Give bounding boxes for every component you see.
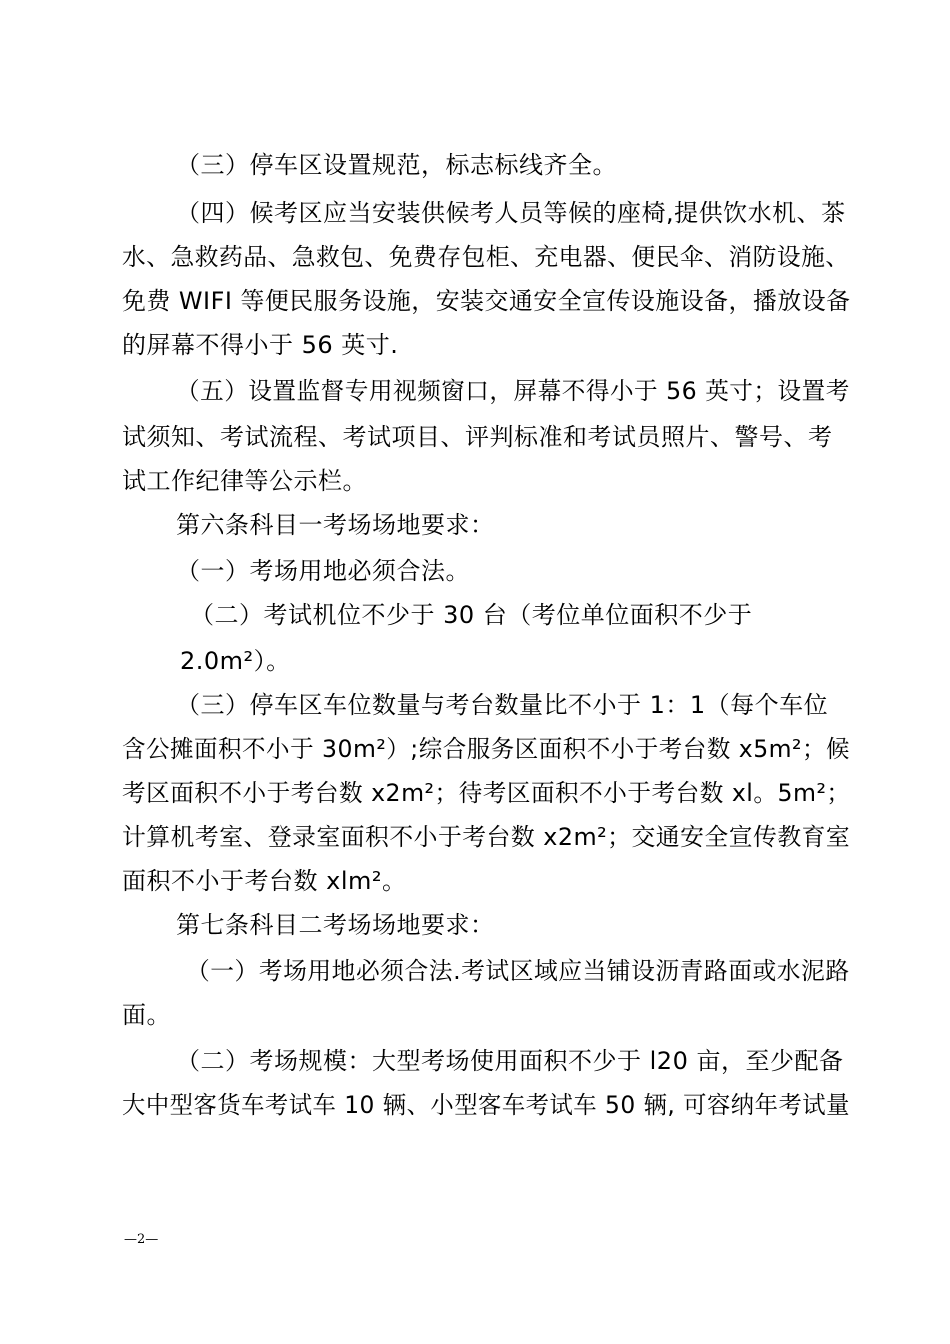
- text-line: 免费 WIFI 等便民服务设施，安装交通安全宣传设施设备，播放设备: [122, 287, 851, 315]
- text-line: 试工作纪律等公示栏。: [122, 467, 367, 495]
- text-line: （五）设置监督专用视频窗口，屏幕不得小于 56 英寸；设置考: [176, 377, 850, 405]
- text-line: （二）考试机位不少于 30 台（考位单位面积不少于: [190, 601, 753, 629]
- text-line: 的屏幕不得小于 56 英寸.: [122, 331, 399, 359]
- text-line: 大中型客货车考试车 10 辆、小型客车考试车 50 辆, 可容纳年考试量: [122, 1091, 850, 1119]
- text-line: （二）考场规模：大型考场使用面积不少于 l20 亩，至少配备: [176, 1047, 844, 1075]
- text-line: 含公摊面积不小于 30m²）;综合服务区面积不小于考台数 x5m²；候: [122, 735, 851, 763]
- text-line: （三）停车区车位数量与考台数量比不小于 1：1（每个车位: [176, 691, 829, 719]
- text-line: 水、急救药品、急救包、免费存包柜、充电器、便民伞、消防设施、: [122, 243, 850, 271]
- text-line: （四）候考区应当安装供候考人员等候的座椅,提供饮水机、茶: [176, 199, 846, 227]
- text-line: 考区面积不小于考台数 x2m²；待考区面积不小于考台数 xl。5m²；: [122, 779, 851, 807]
- text-line: 第六条科目一考场场地要求：: [176, 511, 495, 539]
- text-line: （一）考场用地必须合法。: [176, 557, 470, 585]
- text-line: （一）考场用地必须合法.考试区域应当铺设沥青路面或水泥路: [186, 957, 850, 985]
- text-line: 第七条科目二考场场地要求：: [176, 911, 495, 939]
- text-line: 试须知、考试流程、考试项目、评判标准和考试员照片、警号、考: [122, 423, 833, 451]
- text-line: 面积不小于考台数 xlm²。: [122, 867, 407, 895]
- text-line: 面。: [122, 1001, 171, 1029]
- text-line: 计算机考室、登录室面积不小于考台数 x2m²；交通安全宣传教育室: [122, 823, 851, 851]
- page-number: —2—: [124, 1232, 159, 1247]
- text-line: 2.0m²）。: [180, 647, 291, 675]
- text-line: （三）停车区设置规范，标志标线齐全。: [176, 151, 617, 179]
